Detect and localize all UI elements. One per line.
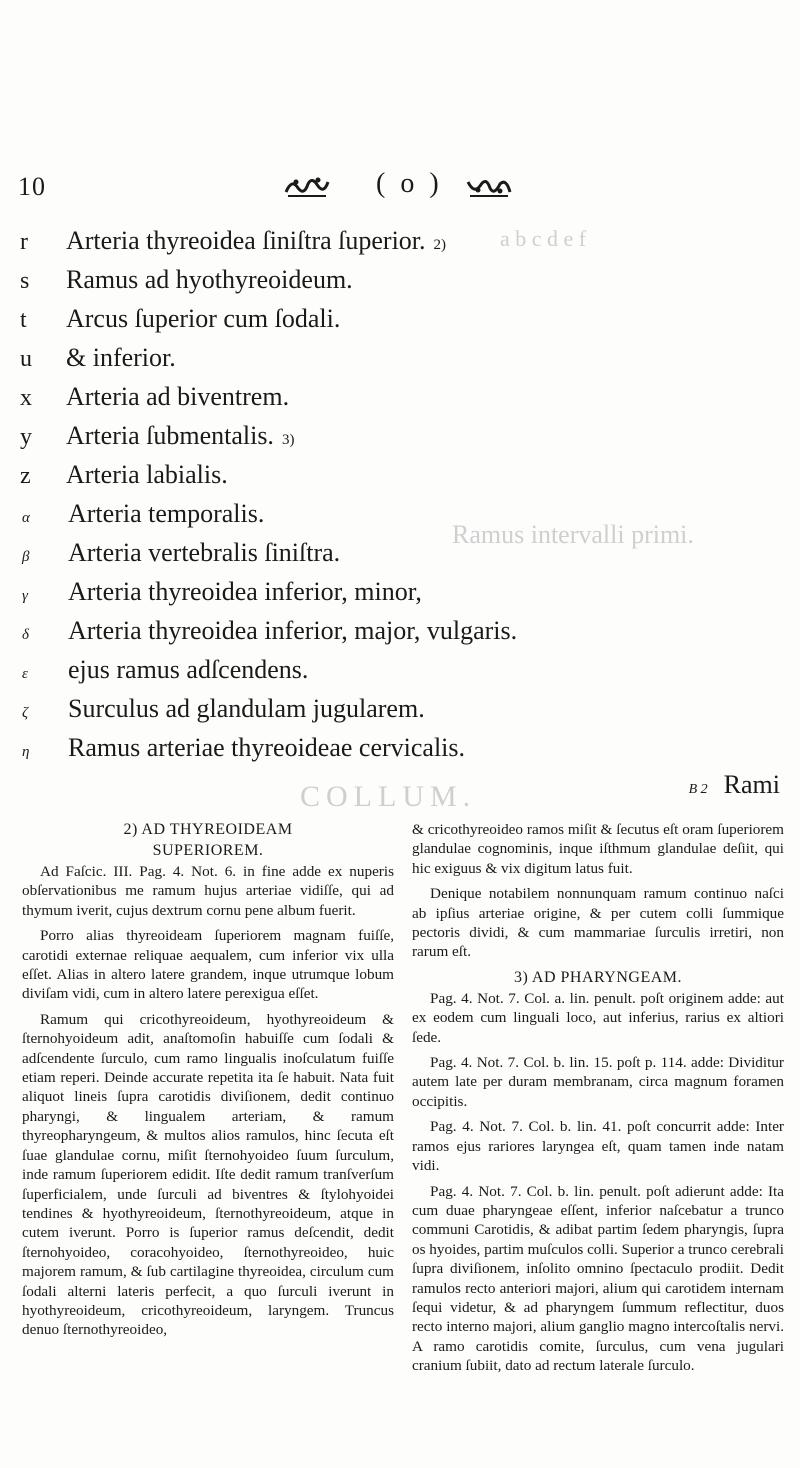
- legend-item: [18, 577, 788, 616]
- legend-item: [18, 265, 788, 304]
- legend-text: Surculus ad glandulam jugularem.: [68, 694, 425, 723]
- section-heading: 3) AD PHARYNGEAM.: [513, 968, 683, 986]
- signature-mark: B 2: [688, 782, 708, 797]
- footnote-ref: 2): [433, 237, 447, 253]
- legend-letter: α: [22, 510, 30, 526]
- legend-text: Arteria ſubmentalis.: [66, 421, 274, 450]
- footnote-ref: 3): [281, 432, 295, 448]
- legend-letter: x: [20, 385, 32, 411]
- paragraph: Pag. 4. Not. 7. Col. a. lin. penult. poſt originem adde: aut ex eodem cum linguali loco, aut inferius, rarius ex altiori ſede.: [412, 989, 784, 1046]
- legend-text: Arteria ad biventrem.: [66, 382, 290, 411]
- legend-letter: ε: [22, 666, 28, 682]
- legend-item: [18, 226, 788, 265]
- paragraph: Pag. 4. Not. 7. Col. b. lin. penult. poſt adierunt adde: Ita cum duae pharyngeae eſſent, inferior naſcebatur a trunco communi Carotidis, & adibat partim ſedem pharyngis, ſupra os hyoides, partim muſculos colli. Superior a trunco cerebrali ſupra diviſionem, inſolito omnino ſpectaculo prodiit. Dedit ramulos recto anteriori majori, alium qui carotidem internam ſequi videtur, & ad pharyngem ſummum reflectitur, duos recto interno majori, alium ganglio magno intercoſtalis nervi. A ramo carotidis comite, ſurculus, cum vena jugulari cranium ſubiit, dato ad rectum laterale ſurculo.: [412, 1182, 784, 1375]
- legend-text: Arteria temporalis.: [68, 499, 265, 528]
- legend-text: Arteria thyreoidea inferior, minor,: [68, 577, 422, 606]
- legend-text: Arcus ſuperior cum ſodali.: [66, 304, 341, 333]
- legend-item: [18, 499, 788, 538]
- section-heading: SUPERIOREM.: [152, 842, 264, 859]
- legend-item: [18, 304, 788, 343]
- bleed-through-text: Ramus intervalli primi.: [452, 520, 694, 549]
- ornament-left-icon: [284, 174, 330, 198]
- legend-item: [18, 694, 788, 733]
- bleed-through-text: COLLUM.: [300, 780, 477, 813]
- paragraph: Pag. 4. Not. 7. Col. b. lin. 41. poſt concurrit adde: Inter ramos ejus rariores laryngea eſt, quam tamen inde natam vidi.: [412, 1118, 784, 1175]
- legend-text: Ramus ad hyothyreoideum.: [66, 265, 353, 294]
- catchword-line: [600, 770, 780, 800]
- legend-letter: δ: [22, 627, 29, 643]
- paragraph: & cricothyreoideo ramos miſit & ſecutus eſt oram ſuperiorem glandulae cognominis, inque iſthmum glandulae deſiit, qui hic exiguus & vix digitum latus fuit.: [412, 821, 784, 877]
- page-header: [18, 168, 798, 204]
- catchword: Rami: [723, 770, 780, 799]
- legend-item: [18, 421, 788, 460]
- paragraph: Porro alias thyreoideam ſuperiorem magnam fuiſſe, carotidi externae reliquae aequalem, cum inferior vix ulla eſſet. Alias in altero latere grandem, inque utrumque lobum diviſam vidi, cum in altero latere perexigua eſſet.: [22, 927, 394, 1003]
- legend-text: Arteria labialis.: [66, 460, 228, 489]
- legend-item: [18, 616, 788, 655]
- footnote-columns: [22, 820, 784, 1382]
- legend-letter: s: [20, 268, 30, 294]
- legend-letter: ζ: [22, 705, 29, 721]
- legend-letter: y: [20, 424, 32, 450]
- legend-item: [18, 343, 788, 382]
- legend-letter: γ: [22, 588, 28, 604]
- legend-text: Arteria thyreoidea ſiniſtra ſuperior.: [66, 226, 426, 255]
- legend-item: [18, 538, 788, 577]
- legend-text: Ramus arteriae thyreoideae cervicalis.: [68, 733, 466, 762]
- legend-item: [18, 382, 788, 421]
- figure-legend: [18, 226, 788, 772]
- right-column: [412, 820, 784, 1382]
- legend-letter: r: [20, 229, 28, 255]
- legend-item: [18, 460, 788, 499]
- legend-letter: β: [22, 549, 30, 565]
- legend-letter: u: [20, 346, 32, 372]
- paragraph: Ad Faſcic. III. Pag. 4. Not. 6. in fine adde ex nuperis obſervationibus me ramum hujus arteriae vidiſſe, qui ad thymum iverit, cujus dextrum cornu pene album fuerit.: [22, 863, 394, 919]
- paragraph: Pag. 4. Not. 7. Col. b. lin. 15. poſt p. 114. adde: Dividitur autem late per duram membranam, circa magnum foramen occipitis.: [412, 1054, 784, 1110]
- legend-letter: η: [22, 744, 30, 760]
- legend-item: [18, 733, 788, 772]
- paragraph: Denique notabilem nonnunquam ramum continuo naſci ab ipſius arteriae origine, & per cutem colli ſummique pectoris dividi, & cum mammariae ſurculis irretiri, non rarum eſt.: [412, 885, 784, 961]
- legend-text: Arteria vertebralis ſiniſtra.: [68, 538, 341, 567]
- legend-text: ejus ramus adſcendens.: [68, 655, 309, 684]
- bleed-through-text: a b c d e f: [500, 226, 587, 251]
- legend-item: [18, 655, 788, 694]
- ornament-right-icon: [466, 174, 512, 198]
- legend-letter: z: [20, 463, 31, 489]
- legend-letter: t: [20, 307, 27, 333]
- legend-text: & inferior.: [66, 343, 176, 372]
- paragraph: Ramum qui cricothyreoideum, hyothyreoideum & ſternohyoideum adit, anaſtomoſin habuiſſe cum ſodali & adſcendente ſurculo, cum ramo lingualis inoſculatum fuiſſe etiam reperi. Deinde accurate repetita ita ſe habuit. Nata fuit aliquot lineis ſupra carotidis diviſionem, dedit continuo pharyngi, & lingualem arteriam, & ramum thyreopharyngeum, & multos alios ramulos, hinc ſecuta eſt ſuae glandulae cornu, miſit ſternohyoideo ſuum ſurculum, inde ramum ſuperiorem edidit. Iſte dedit ramum tranſverſum ſuperficialem, unde ſurculi ad biventres & ſtylohyoidei tendines & hyothyreoideum, ſternothyreoideum, atque in cutem iverunt. Porro is ſuperior ramus deſcendit, dedit ſternohyoideo, coracohyoideo, ſternothyreoideo, huic majorem ramum, & ſub cartilagine thyreoidea, circulum cum ſodali alterni lateris perfecit, a quo ſurculi iverunt in hyothyreoideum, cricothyreoideum, laryngem. Truncus denuo ſternothyreoideo,: [22, 1010, 394, 1339]
- header-mark: ( o ): [376, 168, 443, 199]
- left-column: [22, 820, 394, 1382]
- section-heading: 2) AD THYREOIDEAM: [123, 821, 293, 838]
- legend-text: Arteria thyreoidea inferior, major, vulgaris.: [68, 616, 518, 645]
- page-number: 10: [18, 172, 46, 201]
